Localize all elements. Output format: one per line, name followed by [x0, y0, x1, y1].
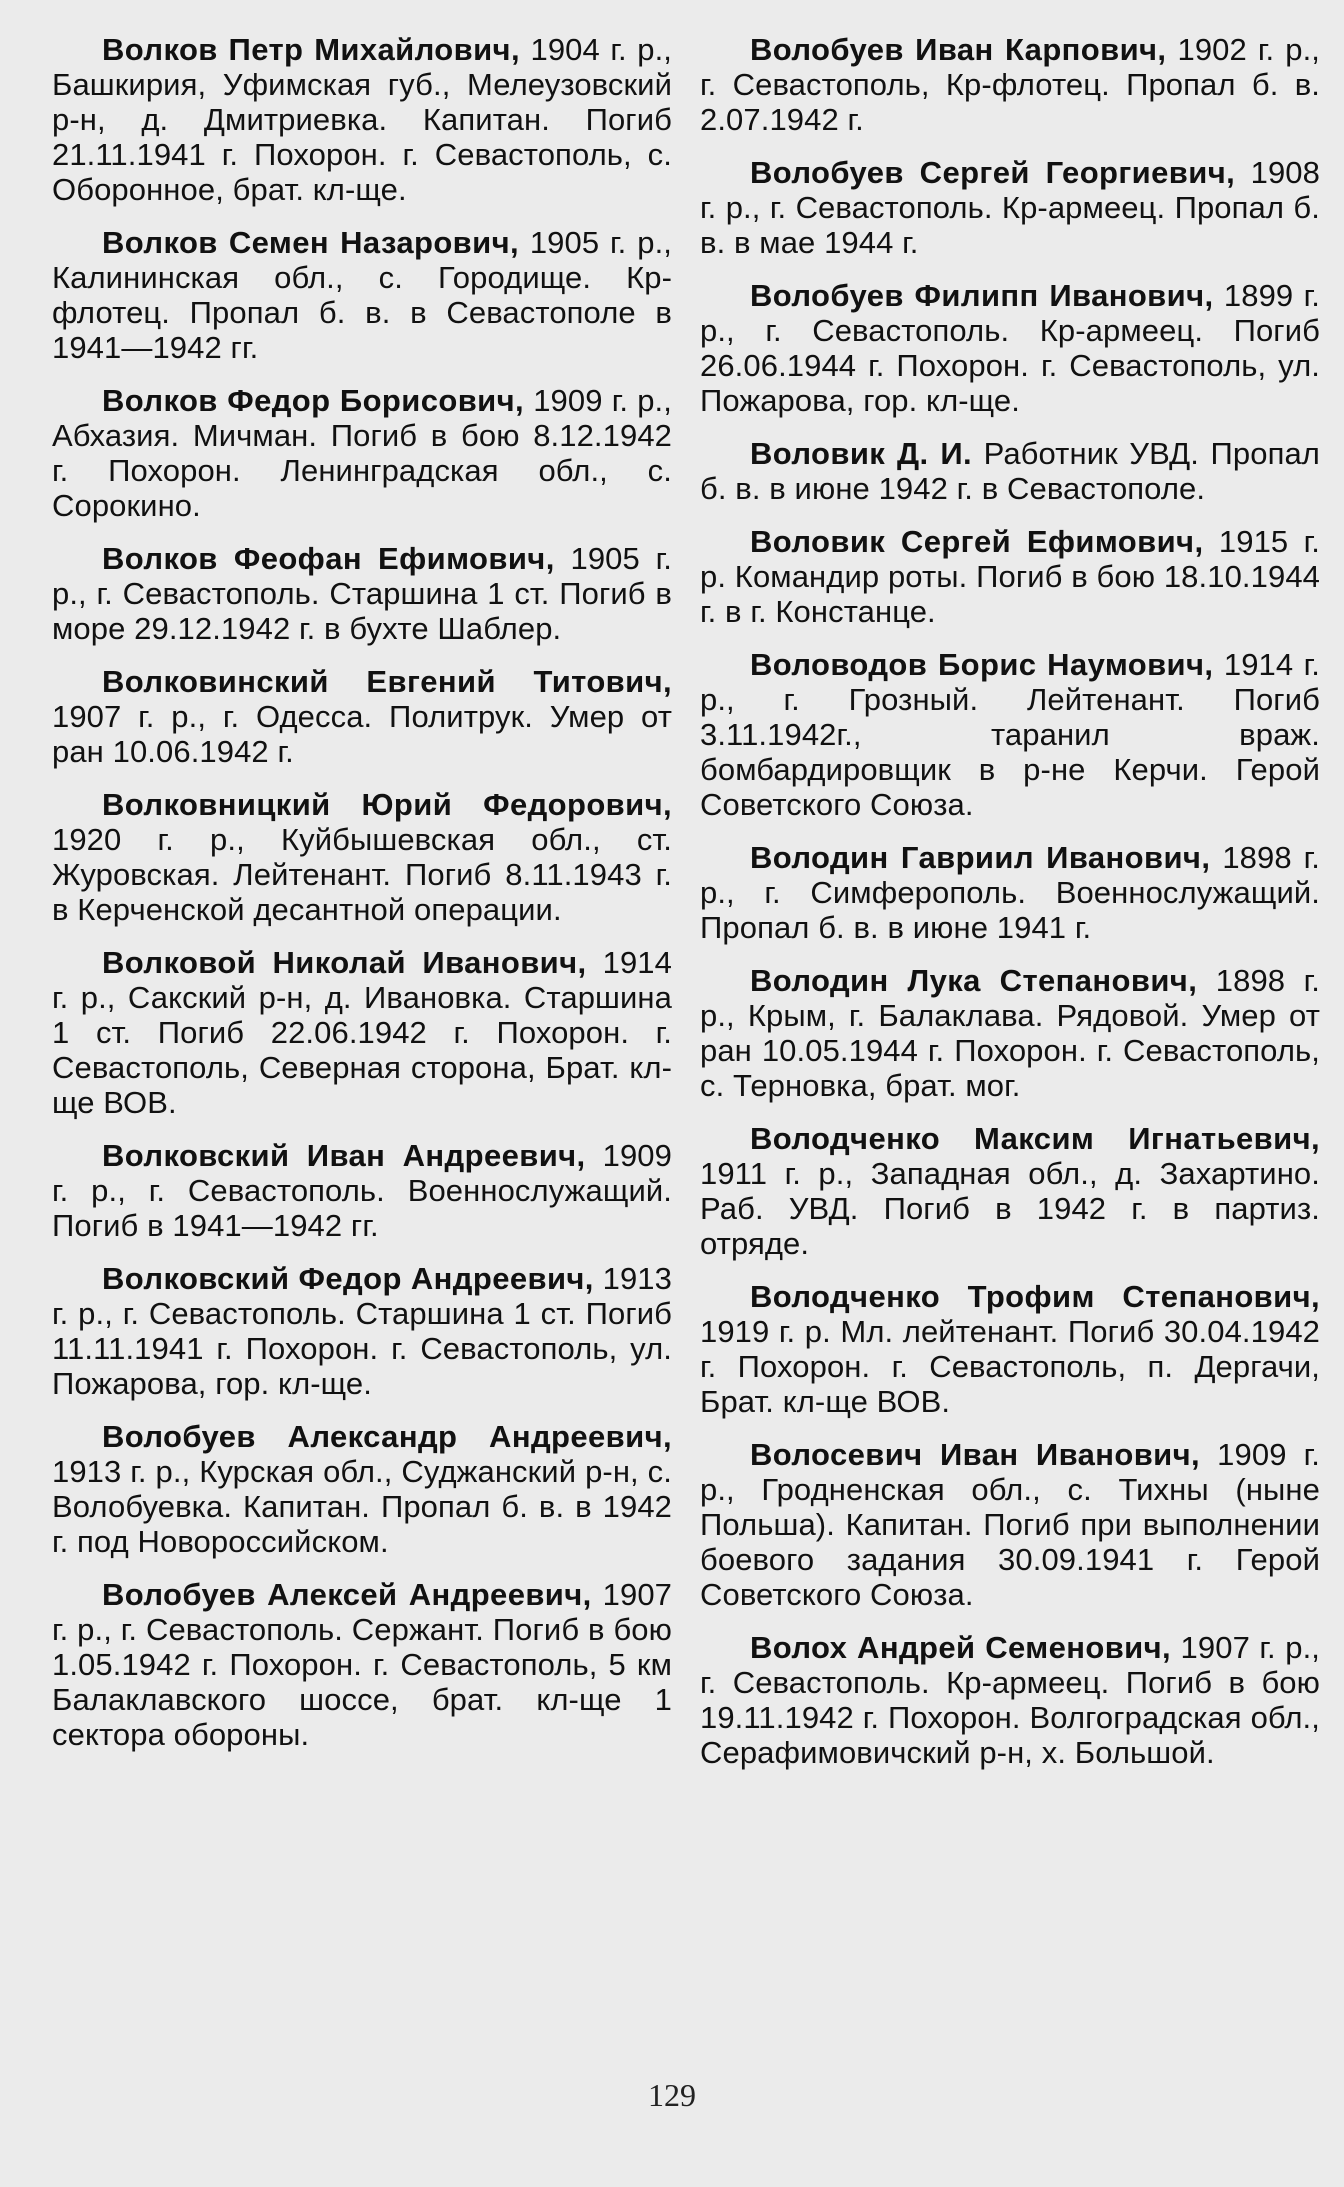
entry: [700, 524, 1320, 629]
entry-text: 1909 г. р., г. Севастополь. Военнослужащий. Погиб в 1941—1942 гг.: [52, 1138, 672, 1243]
entry: [52, 1261, 672, 1401]
entry-name: Волковский Иван Андреевич,: [102, 1138, 586, 1173]
entry: [52, 1138, 672, 1243]
entry: [52, 1577, 672, 1752]
entry-text: 1909 г. р., Абхазия. Мичман. Погиб в бою 8.12.1942 г. Похорон. Ленинградская обл., с. Сорокино.: [52, 383, 672, 523]
entry-text: 1909 г. р., Гродненская обл., с. Тихны (ныне Польша). Капитан. Погиб при выполнении боевого задания 30.09.1941 г. Герой Советского Союза.: [700, 1437, 1321, 1612]
page-number: 129: [648, 2077, 696, 2113]
entry-name: Волков Федор Борисович,: [102, 383, 525, 418]
entry-name: Волков Петр Михайлович,: [102, 32, 520, 67]
entry: [700, 647, 1320, 822]
entry-name: Володин Лука Степанович,: [750, 963, 1198, 998]
entry: [52, 664, 672, 769]
entry-name: Володченко Трофим Степанович,: [750, 1279, 1320, 1314]
entry-name: Володин Гавриил Иванович,: [750, 840, 1211, 875]
entry-text: 1920 г. р., Куйбышевская обл., ст. Журовская. Лейтенант. Погиб 8.11.1943 г. в Керченской десантной операции.: [52, 822, 672, 927]
entry: [52, 787, 672, 927]
entry: [52, 945, 672, 1120]
entry: [700, 436, 1320, 506]
entry-text: 1913 г. р., г. Севастополь. Старшина 1 ст. Погиб 11.11.1941 г. Похорон. г. Севастополь, ул. Пожарова, гор. кл-ще.: [52, 1261, 672, 1401]
entry-text: 1898 г. р., г. Симферополь. Военнослужащий. Пропал б. в. в июне 1941 г.: [700, 840, 1320, 945]
entry: [700, 1437, 1320, 1612]
entry-name: Волобуев Иван Карпович,: [750, 32, 1167, 67]
right-column: [700, 32, 1320, 1788]
entry-name: Волков Семен Назарович,: [102, 225, 519, 260]
entry: [700, 32, 1320, 137]
entry: [52, 32, 672, 207]
entry-text: 1899 г. р., г. Севастополь. Кр-армеец. Погиб 26.06.1944 г. Похорон. г. Севастополь, ул. Пожарова, гор. кл-ще.: [700, 278, 1321, 418]
entry-name: Волох Андрей Семенович,: [750, 1630, 1172, 1665]
entry-name: Воловик Сергей Ефимович,: [750, 524, 1204, 559]
entry: [700, 278, 1320, 418]
entry-text: 1914 г. р., Сакский р-н, д. Ивановка. Старшина 1 ст. Погиб 22.06.1942 г. Похорон. г. Севастополь, Северная сторона, Брат. кл-ще ВОВ.: [52, 945, 672, 1120]
entry-text: 1907 г. р., г. Севастополь. Сержант. Погиб в бою 1.05.1942 г. Похорон. г. Севастополь, 5 км Балаклавского шоссе, брат. кл-ще 1 сектора обороны.: [52, 1577, 673, 1752]
entry: [52, 383, 672, 523]
entry-name: Волобуев Александр Андреевич,: [102, 1419, 672, 1454]
entry-text: 1898 г. р., Крым, г. Балаклава. Рядовой. Умер от ран 10.05.1944 г. Похорон. г. Севастополь, с. Терновка, брат. мог.: [700, 963, 1320, 1103]
entry-text: 1908 г. р., г. Севастополь. Кр-армеец. Пропал б. в. в мае 1944 г.: [700, 155, 1320, 260]
entry-name: Воловик Д. И.: [750, 436, 973, 471]
entry: [700, 1279, 1320, 1419]
entry-text: 1919 г. р. Мл. лейтенант. Погиб 30.04.1942 г. Похорон. г. Севастополь, п. Дергачи, Брат. кл-ще ВОВ.: [700, 1314, 1320, 1419]
entry-name: Волковский Федор Андреевич,: [102, 1261, 594, 1296]
entry-name: Воловодов Борис Наумович,: [750, 647, 1214, 682]
entry-text: 1905 г. р., Калининская обл., с. Городище. Кр-флотец. Пропал б. в. в Севастополе в 1941—1942 гг.: [52, 225, 672, 365]
entry: [52, 1419, 672, 1559]
entry-name: Волобуев Филипп Иванович,: [750, 278, 1214, 313]
entry: [700, 1630, 1320, 1770]
entry-text: 1905 г. р., г. Севастополь. Старшина 1 ст. Погиб в море 29.12.1942 г. в бухте Шаблер.: [52, 541, 672, 646]
entry-text: 1915 г. р. Командир роты. Погиб в бою 18.10.1944 г. в г. Констанце.: [700, 524, 1321, 629]
entry-text: 1904 г. р., Башкирия, Уфимская губ., Мелеузовский р-н, д. Дмитриевка. Капитан. Погиб 21.11.1941 г. Похорон. г. Севастополь, с. Оборонное, брат. кл-ще.: [52, 32, 672, 207]
entry: [700, 840, 1320, 945]
entry: [700, 155, 1320, 260]
entry-name: Волосевич Иван Иванович,: [750, 1437, 1201, 1472]
entry: [52, 541, 672, 646]
entry-text: 1913 г. р., Курская обл., Суджанский р-н, с. Волобуевка. Капитан. Пропал б. в. в 1942 г. под Новороссийском.: [52, 1454, 672, 1559]
entry-text: 1907 г. р., г. Севастополь. Кр-армеец. Погиб в бою 19.11.1942 г. Похорон. Волгоградская обл., Серафимовичский р-н, х. Большой.: [700, 1630, 1321, 1770]
entry-text: Работник УВД. Пропал б. в. в июне 1942 г. в Севастополе.: [700, 436, 1320, 506]
entry: [700, 1121, 1320, 1261]
entry-text: 1902 г. р., г. Севастополь, Кр-флотец. Пропал б. в. 2.07.1942 г.: [700, 32, 1320, 137]
entry-name: Волобуев Алексей Андреевич,: [102, 1577, 592, 1612]
entry-name: Волобуев Сергей Георгиевич,: [750, 155, 1236, 190]
entry-text: 1907 г. р., г. Одесса. Политрук. Умер от ран 10.06.1942 г.: [52, 699, 672, 769]
entry-name: Володченко Максим Игнатьевич,: [750, 1121, 1320, 1156]
left-column: [52, 32, 672, 1770]
entry-name: Волковой Николай Иванович,: [102, 945, 587, 980]
entry-name: Волковницкий Юрий Федорович,: [102, 787, 672, 822]
entry-name: Волковинский Евгений Титович,: [102, 664, 672, 699]
entry: [52, 225, 672, 365]
entry-name: Волков Феофан Ефимович,: [102, 541, 555, 576]
entry-text: 1911 г. р., Западная обл., д. Захартино. Раб. УВД. Погиб в 1942 г. в партиз. отряде.: [700, 1156, 1320, 1261]
entry: [700, 963, 1320, 1103]
entry-text: 1914 г. р., г. Грозный. Лейтенант. Погиб 3.11.1942г., таранил враж. бомбардировщик в р-не Керчи. Герой Советского Союза.: [700, 647, 1320, 822]
